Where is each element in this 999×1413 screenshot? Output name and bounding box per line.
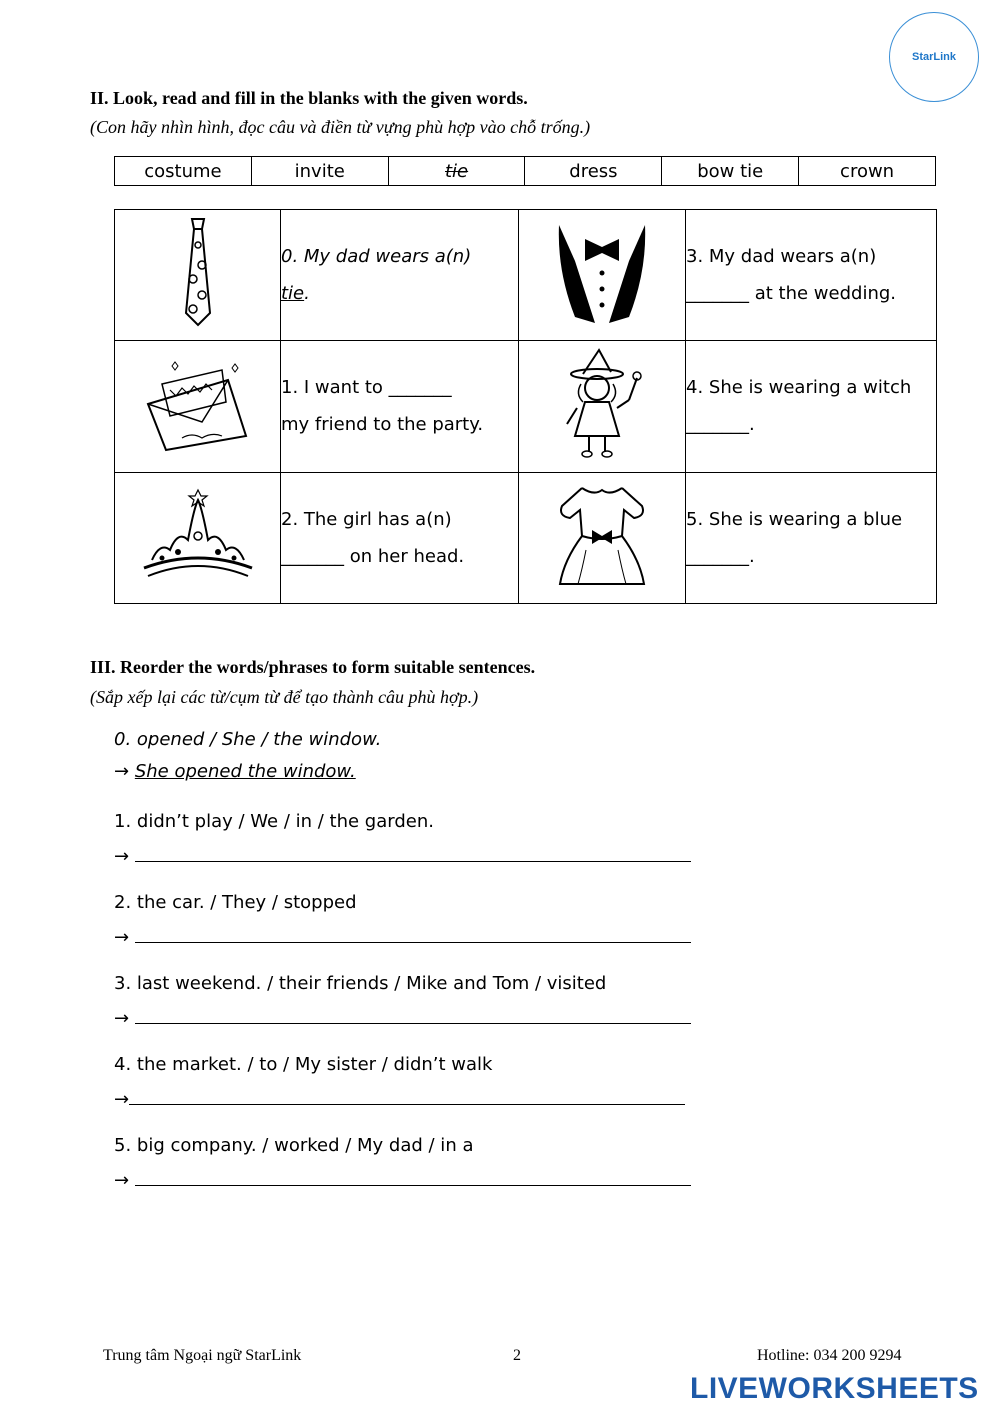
starlink-logo: StarLink <box>889 12 979 102</box>
question-4: 4. the market. / to / My sister / didn’t walk <box>114 1054 493 1075</box>
answer-blank[interactable] <box>135 1005 691 1024</box>
word-bank-item: bow tie <box>662 157 799 186</box>
cell-picture <box>519 472 686 603</box>
example-answer: She opened the window. <box>134 761 356 782</box>
tiara-crown-icon <box>138 486 258 586</box>
sentence-3: 3. My dad wears a(n) _______ at the wedding. <box>686 210 937 341</box>
answer-line-1[interactable] <box>114 843 691 867</box>
question-1: 1. didn’t play / We / in / the garden. <box>114 811 434 832</box>
section3-subtitle: (Sắp xếp lại các từ/cụm từ để tạo thành câu phù hợp.) <box>90 687 479 707</box>
arrow-icon: → <box>114 1008 130 1029</box>
word-bank-item: invite <box>251 157 388 186</box>
sentence-2: 2. The girl has a(n) _______ on her head. <box>281 472 519 603</box>
example-answer-line <box>114 761 356 782</box>
witch-girl-icon <box>559 348 645 460</box>
invitation-envelope-icon <box>142 354 254 454</box>
cell-picture <box>115 210 281 341</box>
footer-center-name: Trung tâm Ngoại ngữ StarLink <box>103 1347 302 1364</box>
arrow-icon: → <box>114 846 130 867</box>
sentence-0: 0. My dad wears a(n) tie. <box>281 210 519 341</box>
picture-grid <box>114 209 937 604</box>
dress-icon <box>552 480 652 592</box>
cell-picture <box>519 210 686 341</box>
section2-subtitle: (Con hãy nhìn hình, đọc câu và điền từ vựng phù hợp vào chỗ trống.) <box>90 117 591 137</box>
arrow-icon: → <box>114 1089 130 1110</box>
question-3: 3. last weekend. / their friends / Mike and Tom / visited <box>114 973 607 994</box>
word-bank <box>114 156 936 186</box>
cell-picture <box>115 341 281 472</box>
answer-line-2[interactable] <box>114 924 691 948</box>
section2-title: II. Look, read and fill in the blanks with the given words. <box>90 88 528 108</box>
word-bank-item: costume <box>115 157 252 186</box>
page-number: 2 <box>513 1347 521 1364</box>
tuxedo-bowtie-icon <box>555 221 649 325</box>
answer-blank[interactable] <box>135 1167 691 1186</box>
sentence-4: 4. She is wearing a witch _______. <box>686 341 937 472</box>
cell-picture <box>115 472 281 603</box>
answer-line-5[interactable] <box>114 1167 691 1191</box>
answer-line-3[interactable] <box>114 1005 691 1029</box>
footer-hotline: Hotline: 034 200 9294 <box>757 1347 902 1364</box>
answer-tie: tie <box>281 283 305 305</box>
word-bank-item: crown <box>799 157 936 186</box>
answer-blank[interactable] <box>135 843 691 862</box>
question-5: 5. big company. / worked / My dad / in a <box>114 1135 474 1156</box>
cell-picture <box>519 341 686 472</box>
sentence-1: 1. I want to _______ my friend to the party. <box>281 341 519 472</box>
arrow-icon: → <box>114 761 130 782</box>
necktie-icon <box>178 217 218 329</box>
word-bank-item: dress <box>525 157 662 186</box>
arrow-icon: → <box>114 1170 130 1191</box>
answer-blank[interactable] <box>135 924 691 943</box>
arrow-icon: → <box>114 927 130 948</box>
sentence-5: 5. She is wearing a blue _______. <box>686 472 937 603</box>
liveworksheets-brand[interactable]: LIVEWORKSHEETS <box>690 1372 979 1405</box>
answer-blank[interactable] <box>129 1086 685 1105</box>
word-bank-item: tie <box>388 157 525 186</box>
question-2: 2. the car. / They / stopped <box>114 892 357 913</box>
example-prompt: 0. opened / She / the window. <box>114 729 382 750</box>
section3-title: III. Reorder the words/phrases to form suitable sentences. <box>90 657 536 677</box>
answer-line-4[interactable] <box>114 1086 685 1110</box>
